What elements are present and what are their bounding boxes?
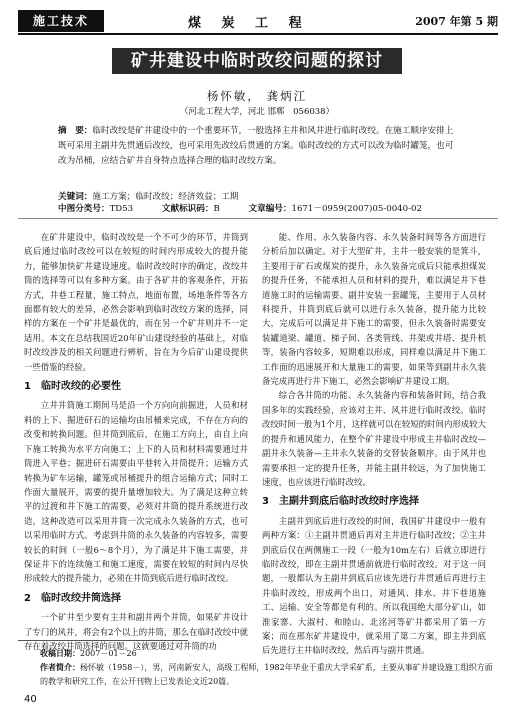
header-divider [18, 33, 498, 35]
received-date: 2007－01－26 [80, 649, 137, 658]
page-header [18, 10, 498, 34]
section-heading-1: 1 临时改绞的必要性 [24, 381, 121, 393]
section-2-continued: 能、作用、永久装备内容、永久装备时间等各方面进行分析后加以确定。对于大型矿井，主井一般安装的是箕斗，主要用于矿石或煤炭的提升，永久装备完成后只能承担煤炭的提升任务，不能承担人员和材料的提升，难以满足井下巷道施工时的运输需要。副井安装一套罐笼，主要用于人员材料提升，井筒到底后就可以进行永久装备，提升能力比较大，完成后可以满足井下施工的需要，但永久装备时需要安装罐道梁、罐道、梯子间、各类管线、井架或井塔、提升机等，装备内容较多，短期难以形成，同样难以满足井下施工工作面的迅速展开和大量施工的需要，如果等到副井永久装备完成再进行井下施工，必然会影响矿井建设工期。 [262, 232, 486, 387]
title-banner [112, 48, 402, 74]
right-column [262, 230, 486, 658]
classification-line [58, 202, 478, 214]
author-bio-label: 作者简介： [40, 663, 80, 672]
page-number: 40 [24, 694, 37, 705]
section-heading-2: 2 临时改绞井筒选择 [24, 592, 121, 604]
received-label: 收稿日期： [40, 649, 80, 658]
section-heading-3: 3 主副井到底后临时改绞时序选择 [262, 496, 419, 508]
clc-label: 中图分类号： [58, 204, 110, 214]
section-badge: 施工技术 [18, 10, 104, 32]
article-meta [58, 190, 478, 214]
section-1-paragraph: 立井井筒施工期间马是沿一个方向向前掘进，人员和材料的上下、掘进矸石的运输均由吊桶来完成，不存在方向的改变和转换问题。但井筒到底后，在施工方向上，由自上向下施工转换为水平方向施工；上下的人员和材料需要通过井筒进入平巷；掘进矸石需要由平巷转入井筒提升；运输方式转换为矿车运输，罐笼或吊桶提升的组合运输方式；同时工作面大量展开，需要的提升量增加较大。为了满足这种立转平的过渡和井下施工的需要，必须对井筒的提升系统进行改造，这种改造可以采用井筒一次完成永久装备的方式，也可以采用临时方式。考虑到井筒的永久装备的内容较多，需要较长的时间（一般6～8个月），为了满足井下施工需要，并保证井下的连续施工和施工速度，需要在较短的时间内尽快形成较大的提升能力，必须在井筒到底后进行临时改绞。 [24, 400, 248, 584]
doc-code: B [213, 204, 220, 214]
received-line [40, 647, 500, 661]
intro-paragraph: 在矿井建设中，临时改绞是一个不可少的环节，井筒到底后通过临时改绞可以在较短的时间内形成较大的提升能力，能够加快矿井建设速度。临时改绞时序的确定，改绞井筒的选择等可以有多种方案。由于各矿井的客观条件，开拓方式，井巷工程量，施工特点，地面布置，场地条件等各方面都有较大的差异，必然会影响到临时改绞方案的选择，同样的方案在一个矿井是最优的，而在另一个矿井则并不一定适用。本文在总结我国近20年矿山建设经验的基础上，对临时改绞涉及的相关问题进行辨析，旨在为今后矿山建设提供一些借鉴的经验。 [24, 232, 248, 372]
keywords-line [58, 190, 478, 202]
affiliation: （河北工程大学，河北 邯郸 056038） [179, 107, 335, 117]
journal-name: 煤 炭 工 程 [188, 16, 310, 31]
keywords-label: 关键词： [58, 192, 93, 202]
article-title: 矿井建设中临时改绞问题的探讨 [131, 51, 383, 71]
left-column [24, 230, 248, 653]
footnote [40, 647, 500, 689]
keywords: 施工方案；临时改绞；经济效益；工期 [92, 192, 239, 202]
doc-code-label: 文献标识码： [161, 204, 214, 214]
article-no-label: 文章编号： [248, 204, 292, 214]
author-bio-line [40, 661, 500, 689]
section-3-paragraph: 主副井到底后进行改绞的时间，我国矿井建设中一般有两种方案：①主副井贯通后再对主井进行临时改绞；②主井到底后仅在两侧施工一段（一般为10m左右）后就立即进行临时改绞，即在主副井贯通前就进行临时改绞。对于这一问题，一般都认为主副井到底后应该先进行井贯通后再进行主井临时改绞，形成两个出口，对通风、排水、井下巷道施工、运输、安全等都是有利的。所以我国绝大部分矿山，如淮家寨、大淑村、和睦山、北洺河等矿井都采用了第一方案；而在邢东矿井建设中，就采用了第二方案，即主井到底后先进行主井临时改绞，然后再与副井贯通。 [262, 515, 486, 656]
abstract-label: 摘 要： [58, 126, 93, 136]
issue-number: 2007 年第 5 期 [415, 15, 498, 28]
abstract [58, 124, 458, 169]
section-2-paragraph: 一个矿井至少要有主井和副井两个井筒，如果矿井设计了专门的风井，将会有2个以上的井筒，那么在临时改绞中就存在着改绞井筒选择的问题。这就要通过对井筒的功 [24, 612, 248, 651]
body-divider [18, 218, 498, 219]
section-2-paragraph-2: 综合各井筒的功能、永久装备内容和装备时间，结合我国多年的实践经验，应该对主井、风井进行临时改绞。临时改绞时间一般为1个月，这样就可以在较短的时间内形成较大的提升和通风能力，在整个矿井建设中形成主井临时改绞—副井永久装备—主井永久装备的交替装备顺序。由于风井也需要承担一定的提升任务，并能主副井较远，为了加快施工速度，也应该进行临时改绞。 [262, 390, 486, 487]
author-bio: 杨怀敏（1958－），男，河南新安人，高级工程师，1982年毕业于重庆大学采矿系，主要从事矿井建设施工组织方面的教学和研究工作，在公开刊物上已发表论文近20篇。 [40, 663, 493, 686]
abstract-text: 临时改绞是矿井建设中的一个重要环节，一般选择主井和风井进行临时改绞。在施工顺序安排上既可采用主副井先贯通后改绞，也可采用先改绞后贯通的方案。临时改绞的方式可以改为临时罐笼，也可改为吊桶，应结合矿井自身特点选择合理的临时改绞方案。 [58, 126, 454, 166]
authors: 杨怀敏， 龚炳江 [206, 89, 308, 103]
article-number: 1671－0959(2007)05-0040-02 [291, 204, 422, 214]
footnote-divider [18, 640, 188, 641]
clc-number: TD53 [109, 204, 134, 214]
